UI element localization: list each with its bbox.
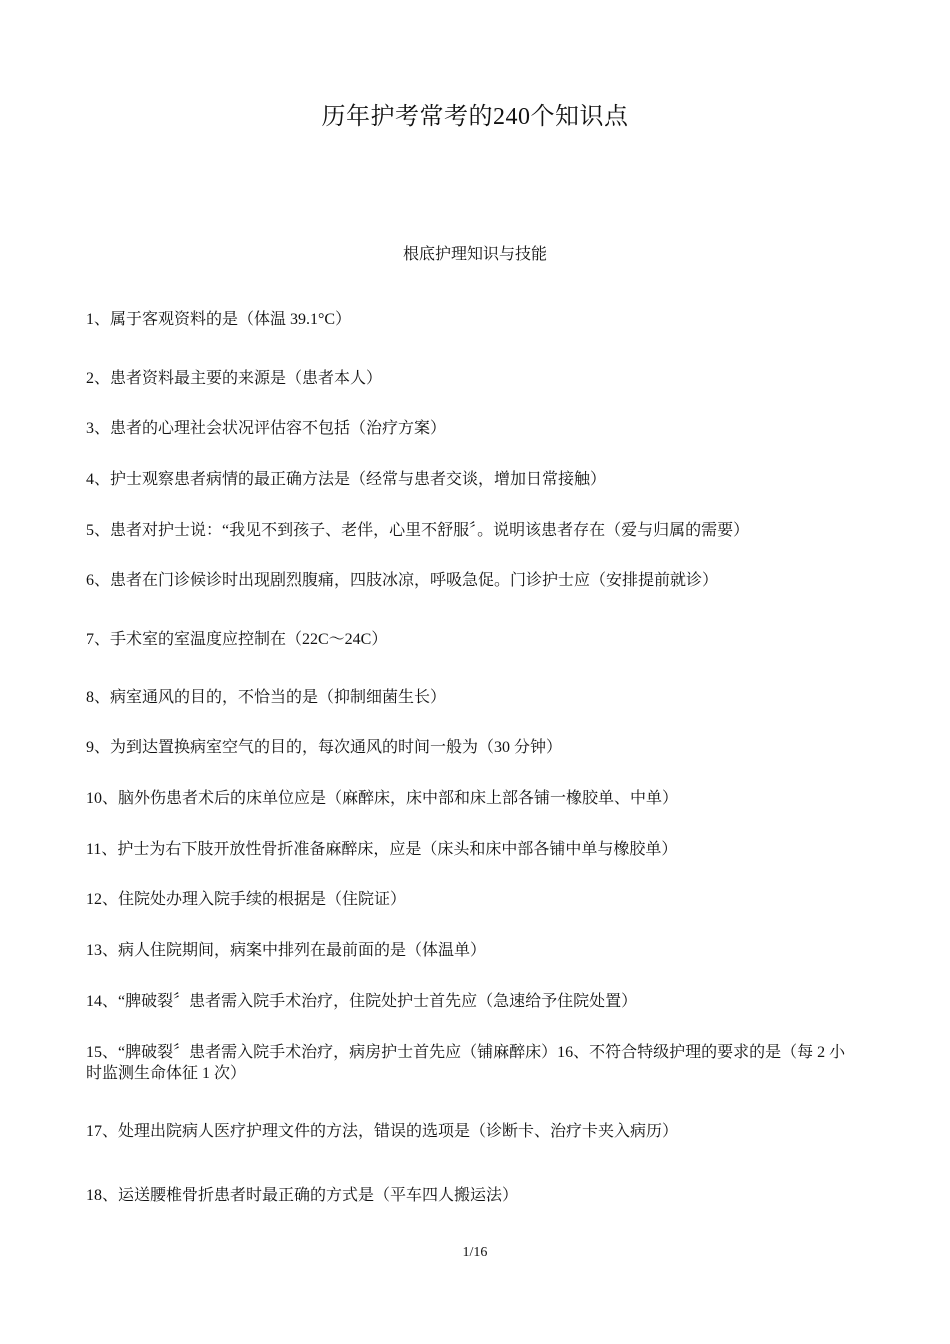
page-number: 1/16 [462, 1245, 488, 1260]
list-item-15-16: 15、“脾破裂〞患者需入院手术治疗，病房护士首先应（铺麻醉床）16、不符合特级护理的要求的是（每 2 小时监测生命体征 1 次） [86, 1044, 846, 1082]
list-item-9: 9、为到达置换病室空气的目的，每次通风的时间一般为（30 分钟） [86, 739, 563, 756]
list-item-17: 17、处理出院病人医疗护理文件的方法，错误的选项是（诊断卡、治疗卡夹入病历） [86, 1123, 679, 1140]
list-item-14: 14、“脾破裂〞患者需入院手术治疗，住院处护士首先应（急速给予住院处置） [86, 993, 638, 1010]
list-item-5: 5、患者对护士说：“我见不到孩子、老伴，心里不舒服〞。说明该患者存在（爱与归属的需要） [86, 522, 750, 539]
list-item-7: 7、手术室的室温度应控制在（22C〜24C） [86, 631, 388, 648]
section-heading: 根底护理知识与技能 [402, 246, 547, 263]
list-item-8: 8、病室通风的目的，不恰当的是（抑制细菌生长） [86, 689, 447, 706]
list-item-10: 10、脑外伤患者术后的床单位应是（麻醉床，床中部和床上部各铺一橡胶单、中单） [86, 790, 679, 807]
list-item-12: 12、住院处办理入院手续的根据是（住院证） [86, 891, 407, 908]
list-item-6: 6、患者在门诊候诊时出现剧烈腹痛，四肢冰凉，呼吸急促。门诊护士应（安排提前就诊） [86, 572, 719, 589]
list-item-11: 11、护士为右下肢开放性骨折准备麻醉床，应是（床头和床中部各铺中单与橡胶单） [86, 841, 678, 858]
list-item-4: 4、护士观察患者病情的最正确方法是（经常与患者交谈，增加日常接触） [86, 471, 607, 488]
list-item-18: 18、运送腰椎骨折患者时最正确的方式是（平车四人搬运法） [86, 1187, 519, 1204]
list-item-2: 2、患者资料最主要的来源是（患者本人） [86, 370, 383, 387]
document-title: 历年护考常考的240个知识点 [321, 104, 629, 130]
list-item-3: 3、患者的心理社会状况评估容不包括（治疗方案） [86, 420, 447, 437]
list-item-1: 1、属于客观资料的是（体温 39.1°C） [86, 311, 352, 328]
list-item-13: 13、病人住院期间，病案中排列在最前面的是（体温单） [86, 942, 487, 959]
